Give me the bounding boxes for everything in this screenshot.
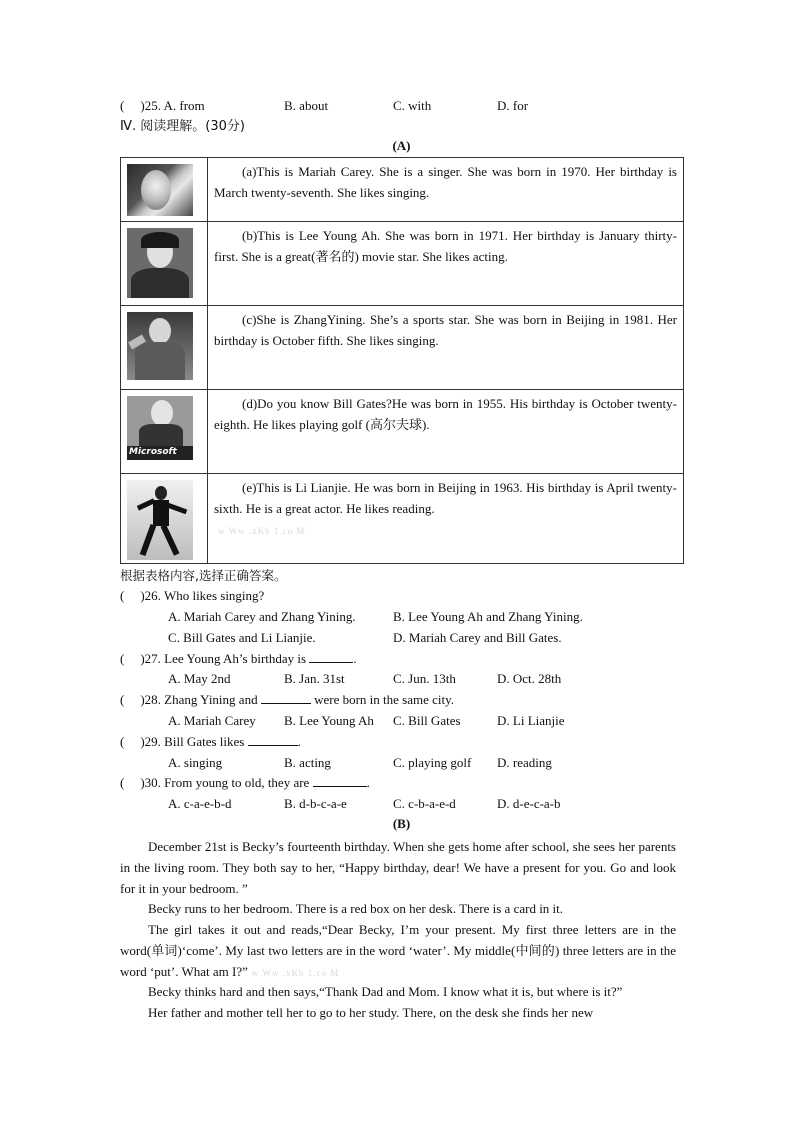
watermark-text: w Ww .xKb 1.co M xyxy=(218,526,306,536)
q29-option-d: D. reading xyxy=(497,755,552,770)
photo-cell xyxy=(121,306,208,390)
q29-option-a: A. singing xyxy=(168,755,223,770)
q28-option-a: A. Mariah Carey xyxy=(168,713,256,728)
row-text: (a)This is Mariah Carey. She is a singer. She was born in 1970. Her birthday is March twenty-seventh. She likes singing. xyxy=(214,164,677,200)
table-row xyxy=(121,390,684,474)
passage-paragraph-3: The girl takes it out and reads,“Dear Becky, I’m your present. My first three letters are in the word(单词)‘come’. My last two letters are in the word ‘water’. My middle(中间的) three letters are in the word ‘put’. What am I?” w Ww .xKb 1.co M xyxy=(120,922,676,979)
part-a-title: (A) xyxy=(392,138,411,153)
passage-paragraph-2: Becky runs to her bedroom. There is a red box on her desk. There is a card in it. xyxy=(148,901,564,916)
reading-table xyxy=(120,157,684,564)
portrait-zhang-yining xyxy=(127,312,193,380)
q30-stem: )30. From young to old, they are xyxy=(140,775,310,790)
question-26: ( )26. Who likes singing? xyxy=(120,588,265,603)
q30-option-b: B. d-b-c-a-e xyxy=(284,796,347,811)
q27-option-b: B. Jan. 31st xyxy=(284,671,345,686)
portrait-bill-gates xyxy=(127,396,193,460)
q26-option-b: B. Lee Young Ah and Zhang Yining. xyxy=(393,609,583,624)
q28-stem: )28. Zhang Yining and xyxy=(140,692,258,707)
q26-option-d: D. Mariah Carey and Bill Gates. xyxy=(393,630,562,645)
watermark-text: w Ww .xKb 1.co M xyxy=(251,968,340,978)
question-25 xyxy=(120,96,205,116)
q28-option-c: C. Bill Gates xyxy=(393,713,461,728)
row-text: (d)Do you know Bill Gates?He was born in 1955. His birthday is October twenty-eighth. He likes playing golf (高尔夫球). xyxy=(214,396,677,432)
q29-stem: )29. Bill Gates likes xyxy=(140,734,245,749)
answer-paren-close: ) xyxy=(140,98,145,113)
table-row xyxy=(121,474,684,564)
question-27: ( )27. Lee Young Ah’s birthday is . xyxy=(120,651,357,666)
passage-paragraph-5: Her father and mother tell her to go to her study. There, on the desk she finds her new xyxy=(148,1005,594,1020)
q26-stem: )26. Who likes singing? xyxy=(140,588,265,603)
q30-option-c: C. c-b-a-e-d xyxy=(393,796,456,811)
row-text: (e)This is Li Lianjie. He was born in Beijing in 1963. His birthday is April twenty-sixth. He is a great actor. He likes reading. xyxy=(214,480,677,516)
answer-blank xyxy=(261,691,311,704)
table-row xyxy=(121,306,684,390)
q28-option-d: D. Li Lianjie xyxy=(497,713,565,728)
photo-cell xyxy=(121,222,208,306)
q28-option-b: B. Lee Young Ah xyxy=(284,713,374,728)
answer-blank xyxy=(309,650,353,663)
table-row xyxy=(121,158,684,222)
portrait-mariah-carey xyxy=(127,164,193,216)
row-text: (b)This is Lee Young Ah. She was born in 1971. Her birthday is January thirty-first. She is a great(著名的) movie star. She likes acting. xyxy=(214,228,677,264)
portrait-lee-young-ah xyxy=(127,228,193,298)
q25-option-b: B. about xyxy=(284,98,329,113)
part-b-title: (B) xyxy=(392,816,411,831)
section-heading: Ⅳ. 阅读理解。(30分) xyxy=(120,119,245,134)
q25-option-c: C. with xyxy=(393,98,432,113)
q26-option-c: C. Bill Gates and Li Lianjie. xyxy=(168,630,316,645)
answer-blank xyxy=(248,733,298,746)
photo-cell xyxy=(121,158,208,222)
question-30: ( )30. From young to old, they are . xyxy=(120,775,370,790)
q25-option-a: 25. A. from xyxy=(144,98,205,113)
question-29: ( )29. Bill Gates likes . xyxy=(120,734,301,749)
instruction: 根据表格内容,选择正确答案。 xyxy=(120,568,287,583)
passage-paragraph-4: Becky thinks hard and then says,“Thank Dad and Mom. I know what it is, but where is it?” xyxy=(148,984,623,999)
q27-option-a: A. May 2nd xyxy=(168,671,231,686)
row-text: (c)She is ZhangYining. She’s a sports star. She was born in Beijing in 1981. Her birthday is October fifth. She likes singing. xyxy=(214,312,677,348)
q29-option-c: C. playing golf xyxy=(393,755,472,770)
photo-cell xyxy=(121,390,208,474)
q29-option-b: B. acting xyxy=(284,755,331,770)
q27-option-c: C. Jun. 13th xyxy=(393,671,456,686)
answer-blank xyxy=(313,774,367,787)
passage-paragraph-1: December 21st is Becky’s fourteenth birthday. When she gets home after school, she sees her parents in the living room. They both say to her, “Happy birthday, dear! We have a present for you. Go and look for it in your bedroom. ” xyxy=(120,839,676,896)
microsoft-logo: Microsoft xyxy=(129,447,177,457)
q27-option-d: D. Oct. 28th xyxy=(497,671,562,686)
q26-option-a: A. Mariah Carey and Zhang Yining. xyxy=(168,609,356,624)
q30-option-a: A. c-a-e-b-d xyxy=(168,796,232,811)
q30-option-d: D. d-e-c-a-b xyxy=(497,796,561,811)
question-28: ( )28. Zhang Yining and were born in the same city. xyxy=(120,692,455,707)
table-row xyxy=(121,222,684,306)
portrait-li-lianjie xyxy=(127,480,193,560)
photo-cell xyxy=(121,474,208,564)
answer-paren-open: ( xyxy=(120,98,125,113)
q27-stem: )27. Lee Young Ah’s birthday is xyxy=(140,651,307,666)
q25-option-d: D. for xyxy=(497,98,529,113)
